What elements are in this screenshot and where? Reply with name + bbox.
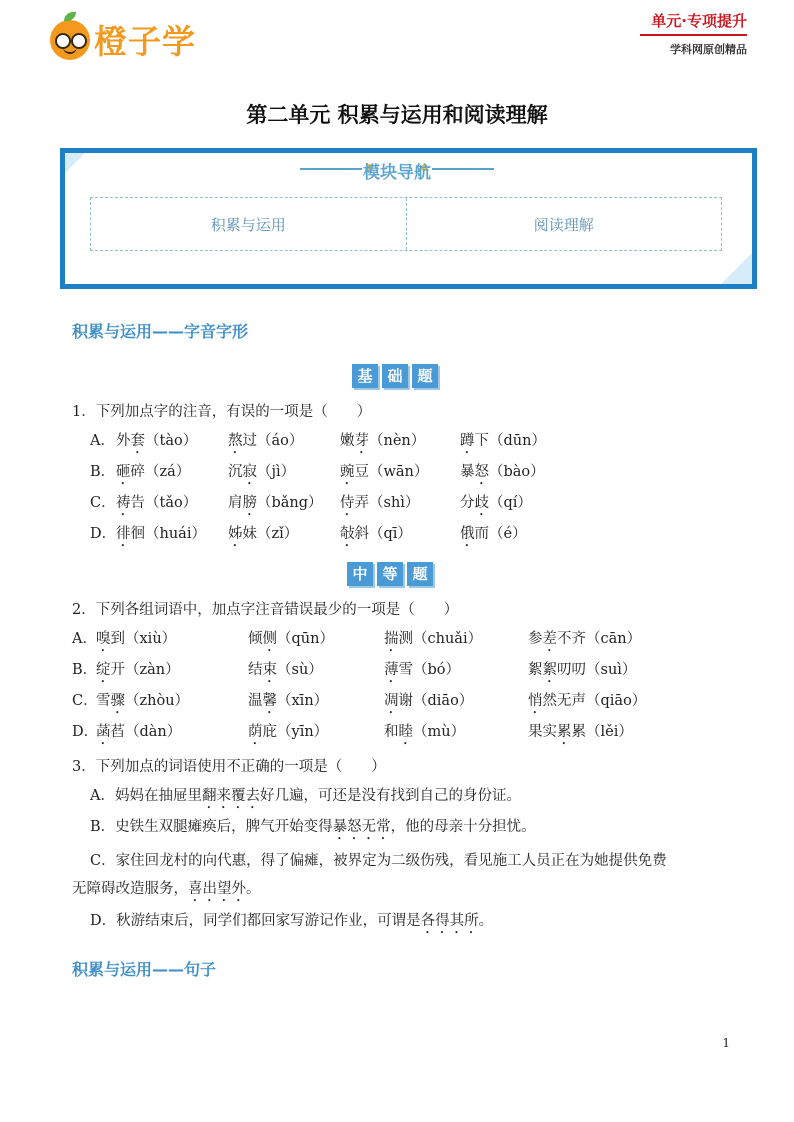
question-1-option-word: 暴怒（bào） bbox=[460, 464, 545, 480]
section-heading: 积累与运用——字音字形 bbox=[72, 322, 249, 341]
nav-link-accumulation[interactable]: 积累与运用 bbox=[210, 215, 286, 234]
question-3-option-c-line2: 无障碍改造服务，喜出望外。 bbox=[72, 881, 261, 897]
page-title: 第二单元 积累与运用和阅读理解 bbox=[246, 103, 548, 127]
question-1-option-word: 姊妹（zǐ） bbox=[228, 526, 299, 542]
unit-label: 单元·专项提升 bbox=[651, 12, 747, 30]
question-2-option-label: A． bbox=[72, 631, 97, 647]
question-3-option-d: D．秋游结束后，同学们都回家写游记作业，可谓是各得其所。 bbox=[90, 913, 494, 929]
question-1-option-word: 侍弄（shì） bbox=[340, 495, 420, 511]
source-label: 学科网原创精品 bbox=[670, 43, 747, 56]
question-1-option-word: 沉寂（jì） bbox=[228, 464, 296, 480]
question-1-option-word: 祷告（tǎo） bbox=[116, 495, 198, 511]
nav-link-reading[interactable]: 阅读理解 bbox=[406, 198, 722, 250]
question-1-option-label: D． bbox=[90, 526, 117, 542]
question-2-option-word: 倾侧（qūn） bbox=[248, 631, 334, 647]
question-3-option-c-line1: C．家住回龙村的向代惠，得了偏瘫，被界定为二级伤残，看见施工人员正在为她提供免费 bbox=[90, 853, 667, 869]
question-1-option-label: A． bbox=[90, 433, 115, 449]
nav-table bbox=[90, 197, 722, 251]
header-underline bbox=[640, 34, 747, 36]
question-1-option-word: 熬过（áo） bbox=[228, 433, 304, 449]
question-2-option-word: 薄雪（bó） bbox=[384, 662, 461, 678]
question-1-option-word: 徘徊（huái） bbox=[116, 526, 206, 542]
badge-char: 题 bbox=[412, 364, 438, 388]
question-2-option-word: 凋谢（diāo） bbox=[384, 693, 474, 709]
badge-char: 基 bbox=[352, 364, 378, 388]
logo-text: 橙子学 bbox=[94, 22, 196, 61]
nav-border-bottom bbox=[60, 284, 757, 289]
nav-title: 模块导航 bbox=[363, 163, 431, 183]
nav-border-left bbox=[60, 148, 65, 289]
question-2-option-word: 雪骤（zhòu） bbox=[96, 693, 190, 709]
question-1-option-word: 分歧（qí） bbox=[460, 495, 532, 511]
badge-char: 础 bbox=[382, 364, 408, 388]
question-2-option-word: 绽开（zàn） bbox=[96, 662, 180, 678]
page-number: 1 bbox=[722, 1036, 730, 1050]
question-2-stem: 2．下列各组词语中，加点字注音错误最少的一项是（ ） bbox=[72, 602, 459, 618]
difficulty-badge-basic bbox=[352, 364, 438, 388]
question-2-option-word: 荫庇（yīn） bbox=[248, 724, 329, 740]
badge-char: 等 bbox=[377, 562, 403, 586]
question-2-option-word: 嗅到（xiù） bbox=[96, 631, 177, 647]
question-2-option-word: 絮絮叨叨（suì） bbox=[528, 662, 637, 678]
question-3-stem: 3．下列加点的词语使用不正确的一项是（ ） bbox=[72, 759, 386, 775]
question-2-option-label: D． bbox=[72, 724, 99, 740]
question-2-option-word: 悄然无声（qiāo） bbox=[528, 693, 647, 709]
question-2-option-word: 温馨（xīn） bbox=[248, 693, 329, 709]
question-1-option-word: 蹲下（dūn） bbox=[460, 433, 546, 449]
question-2-option-word: 参差不齐（cān） bbox=[528, 631, 642, 647]
badge-char: 中 bbox=[347, 562, 373, 586]
question-2-option-word: 揣测（chuǎi） bbox=[384, 631, 483, 647]
question-1-option-label: B． bbox=[90, 464, 116, 480]
difficulty-badge-medium bbox=[347, 562, 433, 586]
nav-corner-decoration bbox=[717, 248, 757, 288]
question-1-option-word: 砸碎（zá） bbox=[116, 464, 191, 480]
question-1-option-label: C． bbox=[90, 495, 116, 511]
question-1-option-word: 豌豆（wān） bbox=[340, 464, 429, 480]
question-2-option-word: 果实累累（lěi） bbox=[528, 724, 633, 740]
question-2-option-label: B． bbox=[72, 662, 98, 678]
question-1-stem: 1．下列加点字的注音，有误的一项是（ ） bbox=[72, 404, 372, 420]
question-3-option-b: B．史铁生双腿瘫痪后，脾气开始变得暴怒无常，他的母亲十分担忧。 bbox=[90, 819, 536, 835]
question-1-option-word: 肩膀（bǎng） bbox=[228, 495, 323, 511]
badge-char: 题 bbox=[407, 562, 433, 586]
nav-border-right bbox=[752, 148, 757, 289]
question-2-option-label: C． bbox=[72, 693, 98, 709]
question-2-option-word: 菡萏（dàn） bbox=[96, 724, 182, 740]
question-1-option-word: 嫩芽（nèn） bbox=[340, 433, 426, 449]
question-1-option-word: 敧斜（qī） bbox=[340, 526, 412, 542]
question-3-option-a: A．妈妈在抽屉里翻来覆去好几遍，可还是没有找到自己的身份证。 bbox=[90, 788, 521, 804]
question-2-option-word: 结束（sù） bbox=[248, 662, 323, 678]
question-1-option-word: 外套（tào） bbox=[116, 433, 198, 449]
question-1-option-word: 俄而（é） bbox=[460, 526, 527, 542]
nav-border-top bbox=[60, 148, 757, 153]
section-heading: 积累与运用——句子 bbox=[72, 960, 217, 979]
question-2-option-word: 和睦（mù） bbox=[384, 724, 466, 740]
